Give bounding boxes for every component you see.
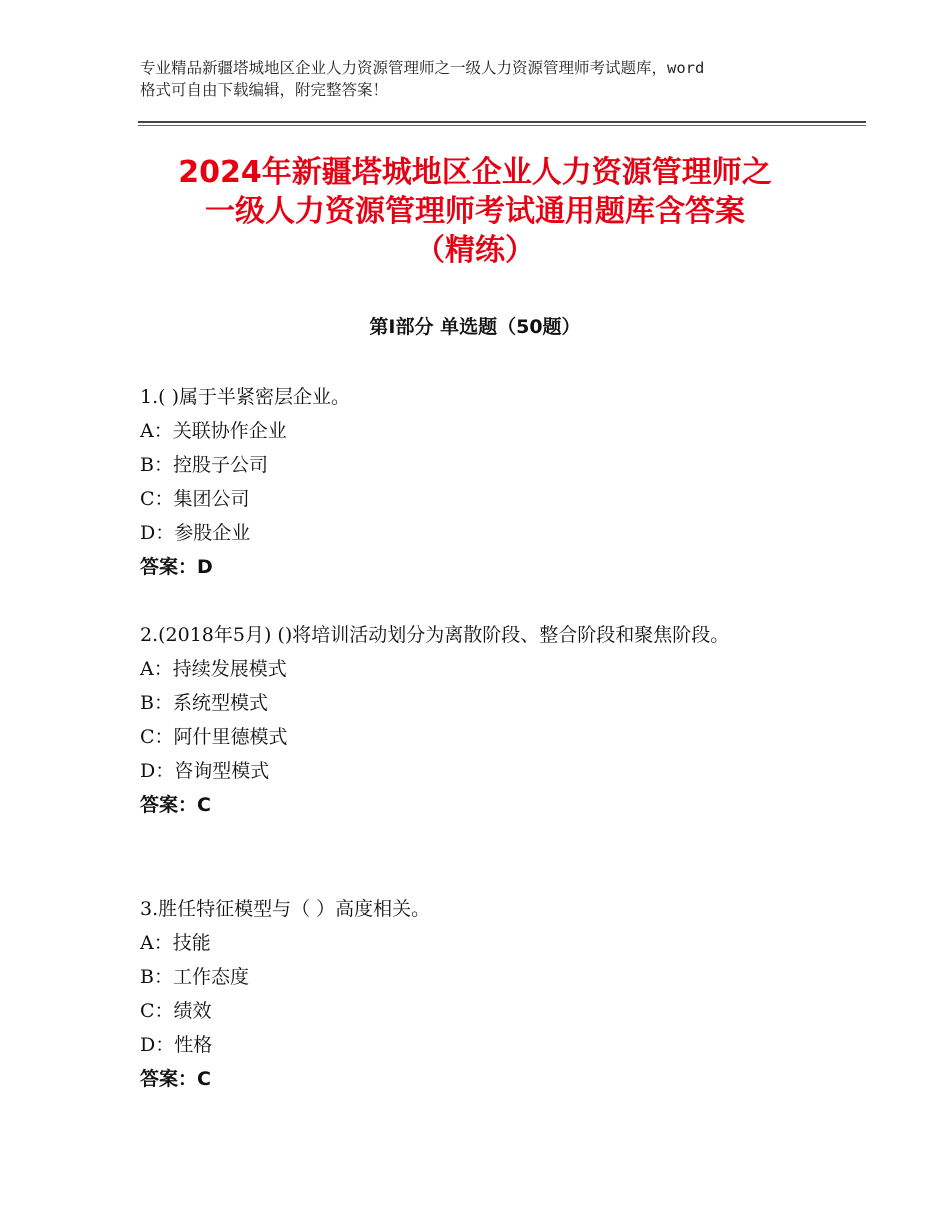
question-3 [140,892,840,1096]
question-2 [140,618,790,822]
option-b: B：工作态度 [140,966,249,988]
option-c: C：绩效 [140,1000,212,1022]
answer-label: 答案：C [140,1068,211,1090]
option-d: D：参股企业 [140,522,251,544]
section-heading: 第Ⅰ部分 单选题（50题） [369,316,581,338]
option-c: C：集团公司 [140,488,250,510]
option-d: D：性格 [140,1034,213,1056]
option-c: C：阿什里德模式 [140,726,288,748]
header-note-line-2: 格式可自由下载编辑，附完整答案！ [140,81,389,99]
question-1 [140,380,840,584]
title-line-1: 2024年新疆塔城地区企业人力资源管理师之 [178,155,772,190]
title-line-2: 一级人力资源管理师考试通用题库含答案 [205,194,745,229]
question-stem: 2.(2018年5月) ()将培训活动划分为离散阶段、整合阶段和聚焦阶段。 [140,624,730,646]
title-line-3: （精练） [415,233,535,268]
header-divider-thin [138,125,866,126]
option-b: B：控股子公司 [140,454,268,476]
question-stem: 3.胜任特征模型与（ ）高度相关。 [140,898,431,920]
option-a: A：关联协作企业 [140,420,287,442]
option-a: A：技能 [140,932,211,954]
header-note-line-1: 专业精品新疆塔城地区企业人力资源管理师之一级人力资源管理师考试题库，word [140,59,705,77]
option-b: B：系统型模式 [140,692,268,714]
answer-label: 答案：C [140,794,211,816]
document-header-note [140,57,840,101]
document-title [100,153,850,270]
question-stem: 1.( )属于半紧密层企业。 [140,386,350,408]
answer-label: 答案：D [140,556,213,578]
header-divider-thick [138,121,866,123]
option-a: A：持续发展模式 [140,658,287,680]
option-d: D：咨询型模式 [140,760,270,782]
